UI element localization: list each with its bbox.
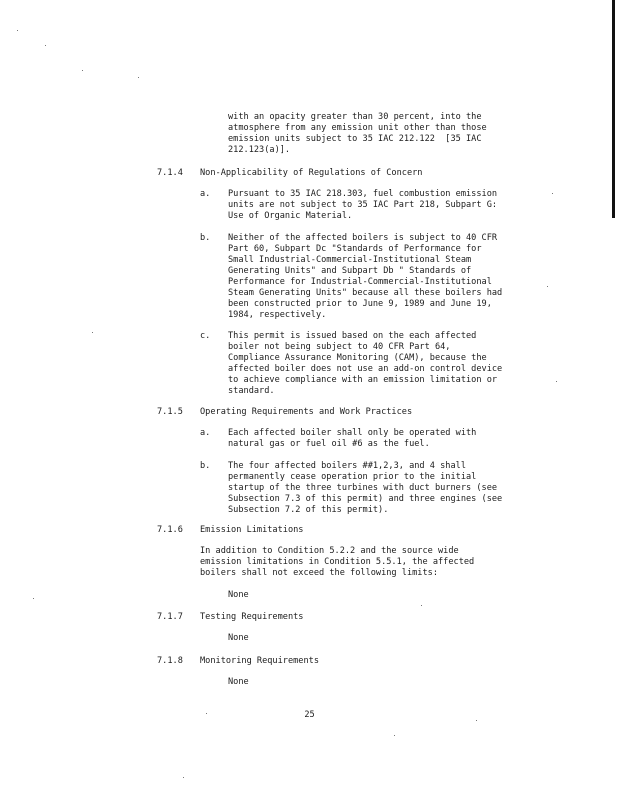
section-number: 7.1.8 — [157, 656, 183, 666]
scan-speck — [45, 45, 46, 46]
item-line: Subsection 7.3 of this permit) and three engines (see — [228, 494, 503, 504]
item-line: Use of Organic Material. — [228, 211, 353, 221]
item-line: boiler not being subject to 40 CFR Part 64, — [228, 342, 451, 352]
scan-speck — [394, 735, 395, 736]
item-line: permanently cease operation prior to the initial — [228, 472, 477, 482]
scan-speck — [547, 286, 548, 287]
paragraph-line: boilers shall not exceed the following limits: — [200, 568, 438, 578]
item-line: to achieve compliance with an emission limitation or — [228, 375, 498, 385]
item-line: affected boiler does not use an add-on control device — [228, 364, 503, 374]
item-line: 1984, respectively. — [228, 310, 327, 320]
item-label: a. — [200, 189, 211, 199]
paragraph-line: emission limitations in Condition 5.5.1, the affected — [200, 557, 475, 567]
scan-speck — [206, 713, 207, 714]
scan-edge-bar — [612, 0, 615, 218]
continuation-line: with an opacity greater than 30 percent, into the — [228, 112, 482, 122]
scan-speck — [92, 332, 93, 333]
item-line: units are not subject to 35 IAC Part 218, Subpart G: — [228, 200, 498, 210]
item-line: Small Industrial-Commercial-Institutional Steam — [228, 255, 472, 265]
scan-speck — [183, 777, 184, 778]
scan-speck — [17, 30, 18, 31]
section-number: 7.1.4 — [157, 168, 183, 178]
section-heading: Monitoring Requirements — [200, 656, 319, 666]
section-heading: Emission Limitations — [200, 525, 304, 535]
item-line: This permit is issued based on the each affected — [228, 331, 477, 341]
section-number: 7.1.6 — [157, 525, 183, 535]
item-label: a. — [200, 428, 211, 438]
none-value: None — [228, 677, 249, 687]
item-line: Subsection 7.2 of this permit). — [228, 505, 389, 515]
item-line: startup of the three turbines with duct burners (see — [228, 483, 498, 493]
item-line: Neither of the affected boilers is subject to 40 CFR — [228, 233, 498, 243]
none-value: None — [228, 633, 249, 643]
item-line: natural gas or fuel oil #6 as the fuel. — [228, 439, 430, 449]
item-label: b. — [200, 461, 211, 471]
item-line: Part 60, Subpart Dc "Standards of Performance for — [228, 244, 482, 254]
continuation-line: 212.123(a)]. — [228, 145, 291, 155]
item-line: Generating Units" and Subpart Db " Standards of — [228, 266, 472, 276]
item-line: standard. — [228, 386, 275, 396]
scan-speck — [476, 720, 477, 721]
item-line: Performance for Industrial-Commercial-Institutional — [228, 277, 492, 287]
item-label: b. — [200, 233, 211, 243]
item-line: Each affected boiler shall only be operated with — [228, 428, 477, 438]
item-label: c. — [200, 331, 211, 341]
item-line: Compliance Assurance Monitoring (CAM), because the — [228, 353, 487, 363]
scan-speck — [421, 605, 422, 606]
section-heading: Testing Requirements — [200, 612, 304, 622]
scan-speck — [552, 193, 553, 194]
item-line: The four affected boilers ##1,2,3, and 4 shall — [228, 461, 466, 471]
section-number: 7.1.5 — [157, 407, 183, 417]
scan-speck — [556, 381, 557, 382]
section-heading: Operating Requirements and Work Practices — [200, 407, 413, 417]
scan-speck — [138, 77, 139, 78]
item-line: been constructed prior to June 9, 1989 and June 19, — [228, 299, 492, 309]
page-number: 25 — [304, 710, 315, 720]
none-value: None — [228, 590, 249, 600]
continuation-line: atmosphere from any emission unit other than those — [228, 123, 487, 133]
item-line: Pursuant to 35 IAC 218.303, fuel combustion emission — [228, 189, 498, 199]
section-number: 7.1.7 — [157, 612, 183, 622]
item-line: Steam Generating Units" because all these boilers had — [228, 288, 503, 298]
paragraph-line: In addition to Condition 5.2.2 and the source wide — [200, 546, 459, 556]
scan-speck — [82, 70, 83, 71]
scan-speck — [33, 598, 34, 599]
section-heading: Non-Applicability of Regulations of Concern — [200, 168, 423, 178]
continuation-line: emission units subject to 35 IAC 212.122 [35 IAC — [228, 134, 482, 144]
